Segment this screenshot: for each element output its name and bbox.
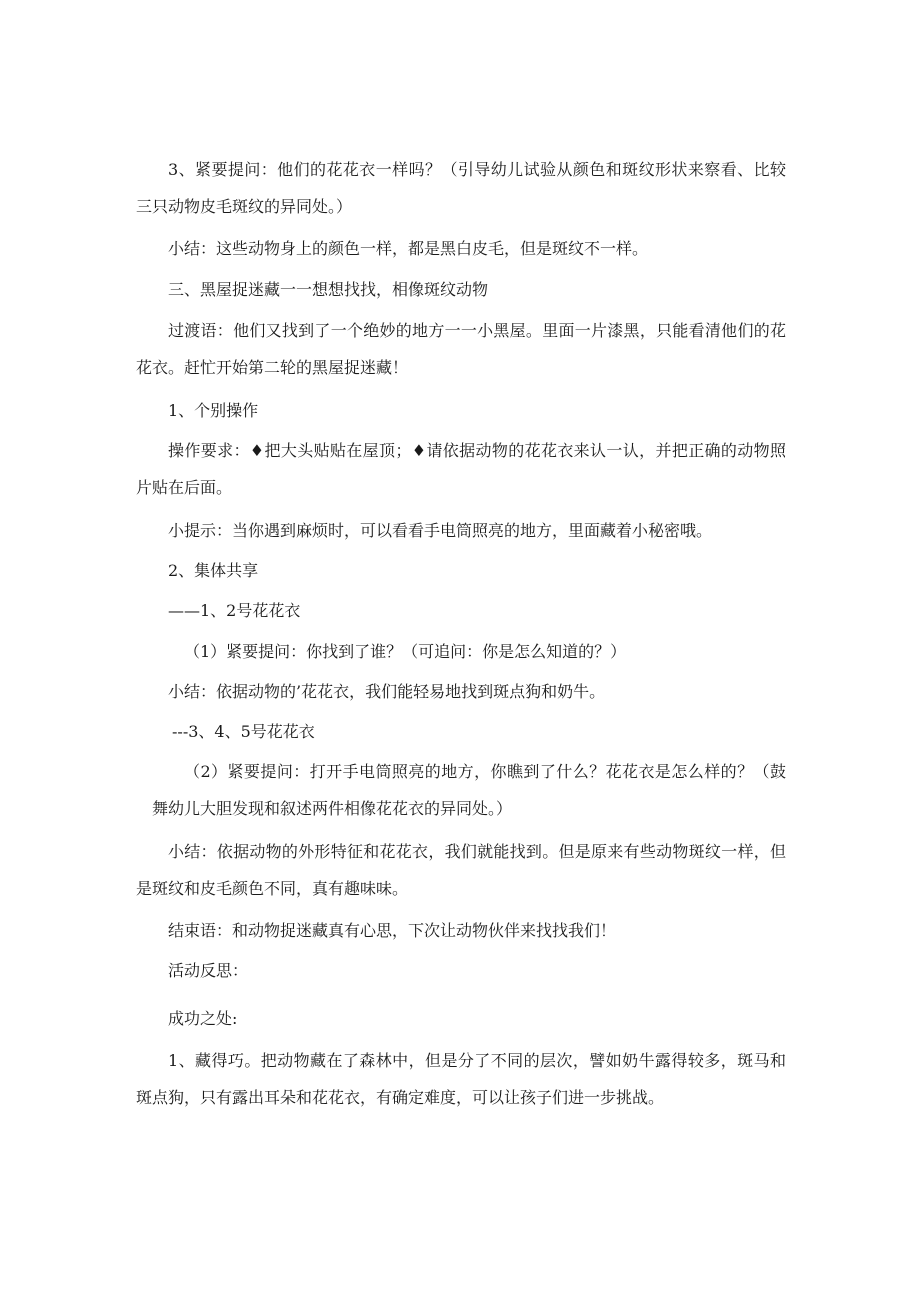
section-heading-3: 三、黑屋捉迷藏一一想想找找，相像斑纹动物	[168, 280, 489, 299]
subheading-individual-operation: 1、个别操作	[168, 401, 259, 420]
heading-successes: 成功之处:	[168, 1009, 238, 1028]
paragraph-operation-requirements: 操作要求：♦把大头贴贴在屋顶；♦请依据动物的花花衣来认一认，并把正确的动物照片贴在后面。	[136, 441, 786, 497]
item-costume-1-2: ——1、2号花花衣	[168, 601, 301, 620]
item-costume-3-5: ---3、4、5号花花衣	[172, 722, 315, 741]
paragraph-closing: 结束语：和动物捉迷藏真有心思，下次让动物伙伴来找找我们！	[168, 921, 617, 940]
paragraph-success-1: 1、藏得巧。把动物藏在了森林中，但是分了不同的层次，譬如奶牛露得较多，斑马和斑点狗，只有露出耳朵和花花衣，有确定难度，可以让孩子们进一步挑战。	[136, 1051, 786, 1107]
paragraph-summary-3: 小结：依据动物的外形特征和花花衣，我们就能找到。但是原来有些动物斑纹一样，但是斑纹和皮毛颜色不同，真有趣味味。	[136, 842, 786, 898]
paragraph-tip: 小提示：当你遇到麻烦时，可以看看手电筒照亮的地方，里面藏着小秘密哦。	[168, 521, 713, 540]
subheading-group-sharing: 2、集体共享	[168, 561, 259, 580]
paragraph-summary-1: 小结：这些动物身上的颜色一样，都是黑白皮毛，但是斑纹不一样。	[168, 239, 649, 258]
paragraph-question-2: （2）紧要提问：打开手电筒照亮的地方，你瞧到了什么？花花衣是怎么样的？（鼓舞幼儿大胆发现和叙述两件相像花花衣的异同处。）	[152, 762, 786, 818]
heading-reflection: 活动反思：	[168, 961, 249, 980]
paragraph-question-3: 3、紧要提问：他们的花花衣一样吗？（引导幼儿试验从颜色和斑纹形状来察看、比较三只动物皮毛斑纹的异同处。）	[136, 160, 786, 216]
paragraph-transition: 过渡语：他们又找到了一个绝妙的地方一一小黑屋。里面一片漆黑，只能看清他们的花花衣。赶忙开始第二轮的黑屋捉迷藏！	[136, 321, 786, 377]
paragraph-summary-2: 小结：依据动物的’花花衣，我们能轻易地找到斑点狗和奶牛。	[168, 682, 606, 701]
paragraph-question-1: （1）紧要提问：你找到了谁？（可追问：你是怎么知道的？）	[184, 642, 627, 661]
